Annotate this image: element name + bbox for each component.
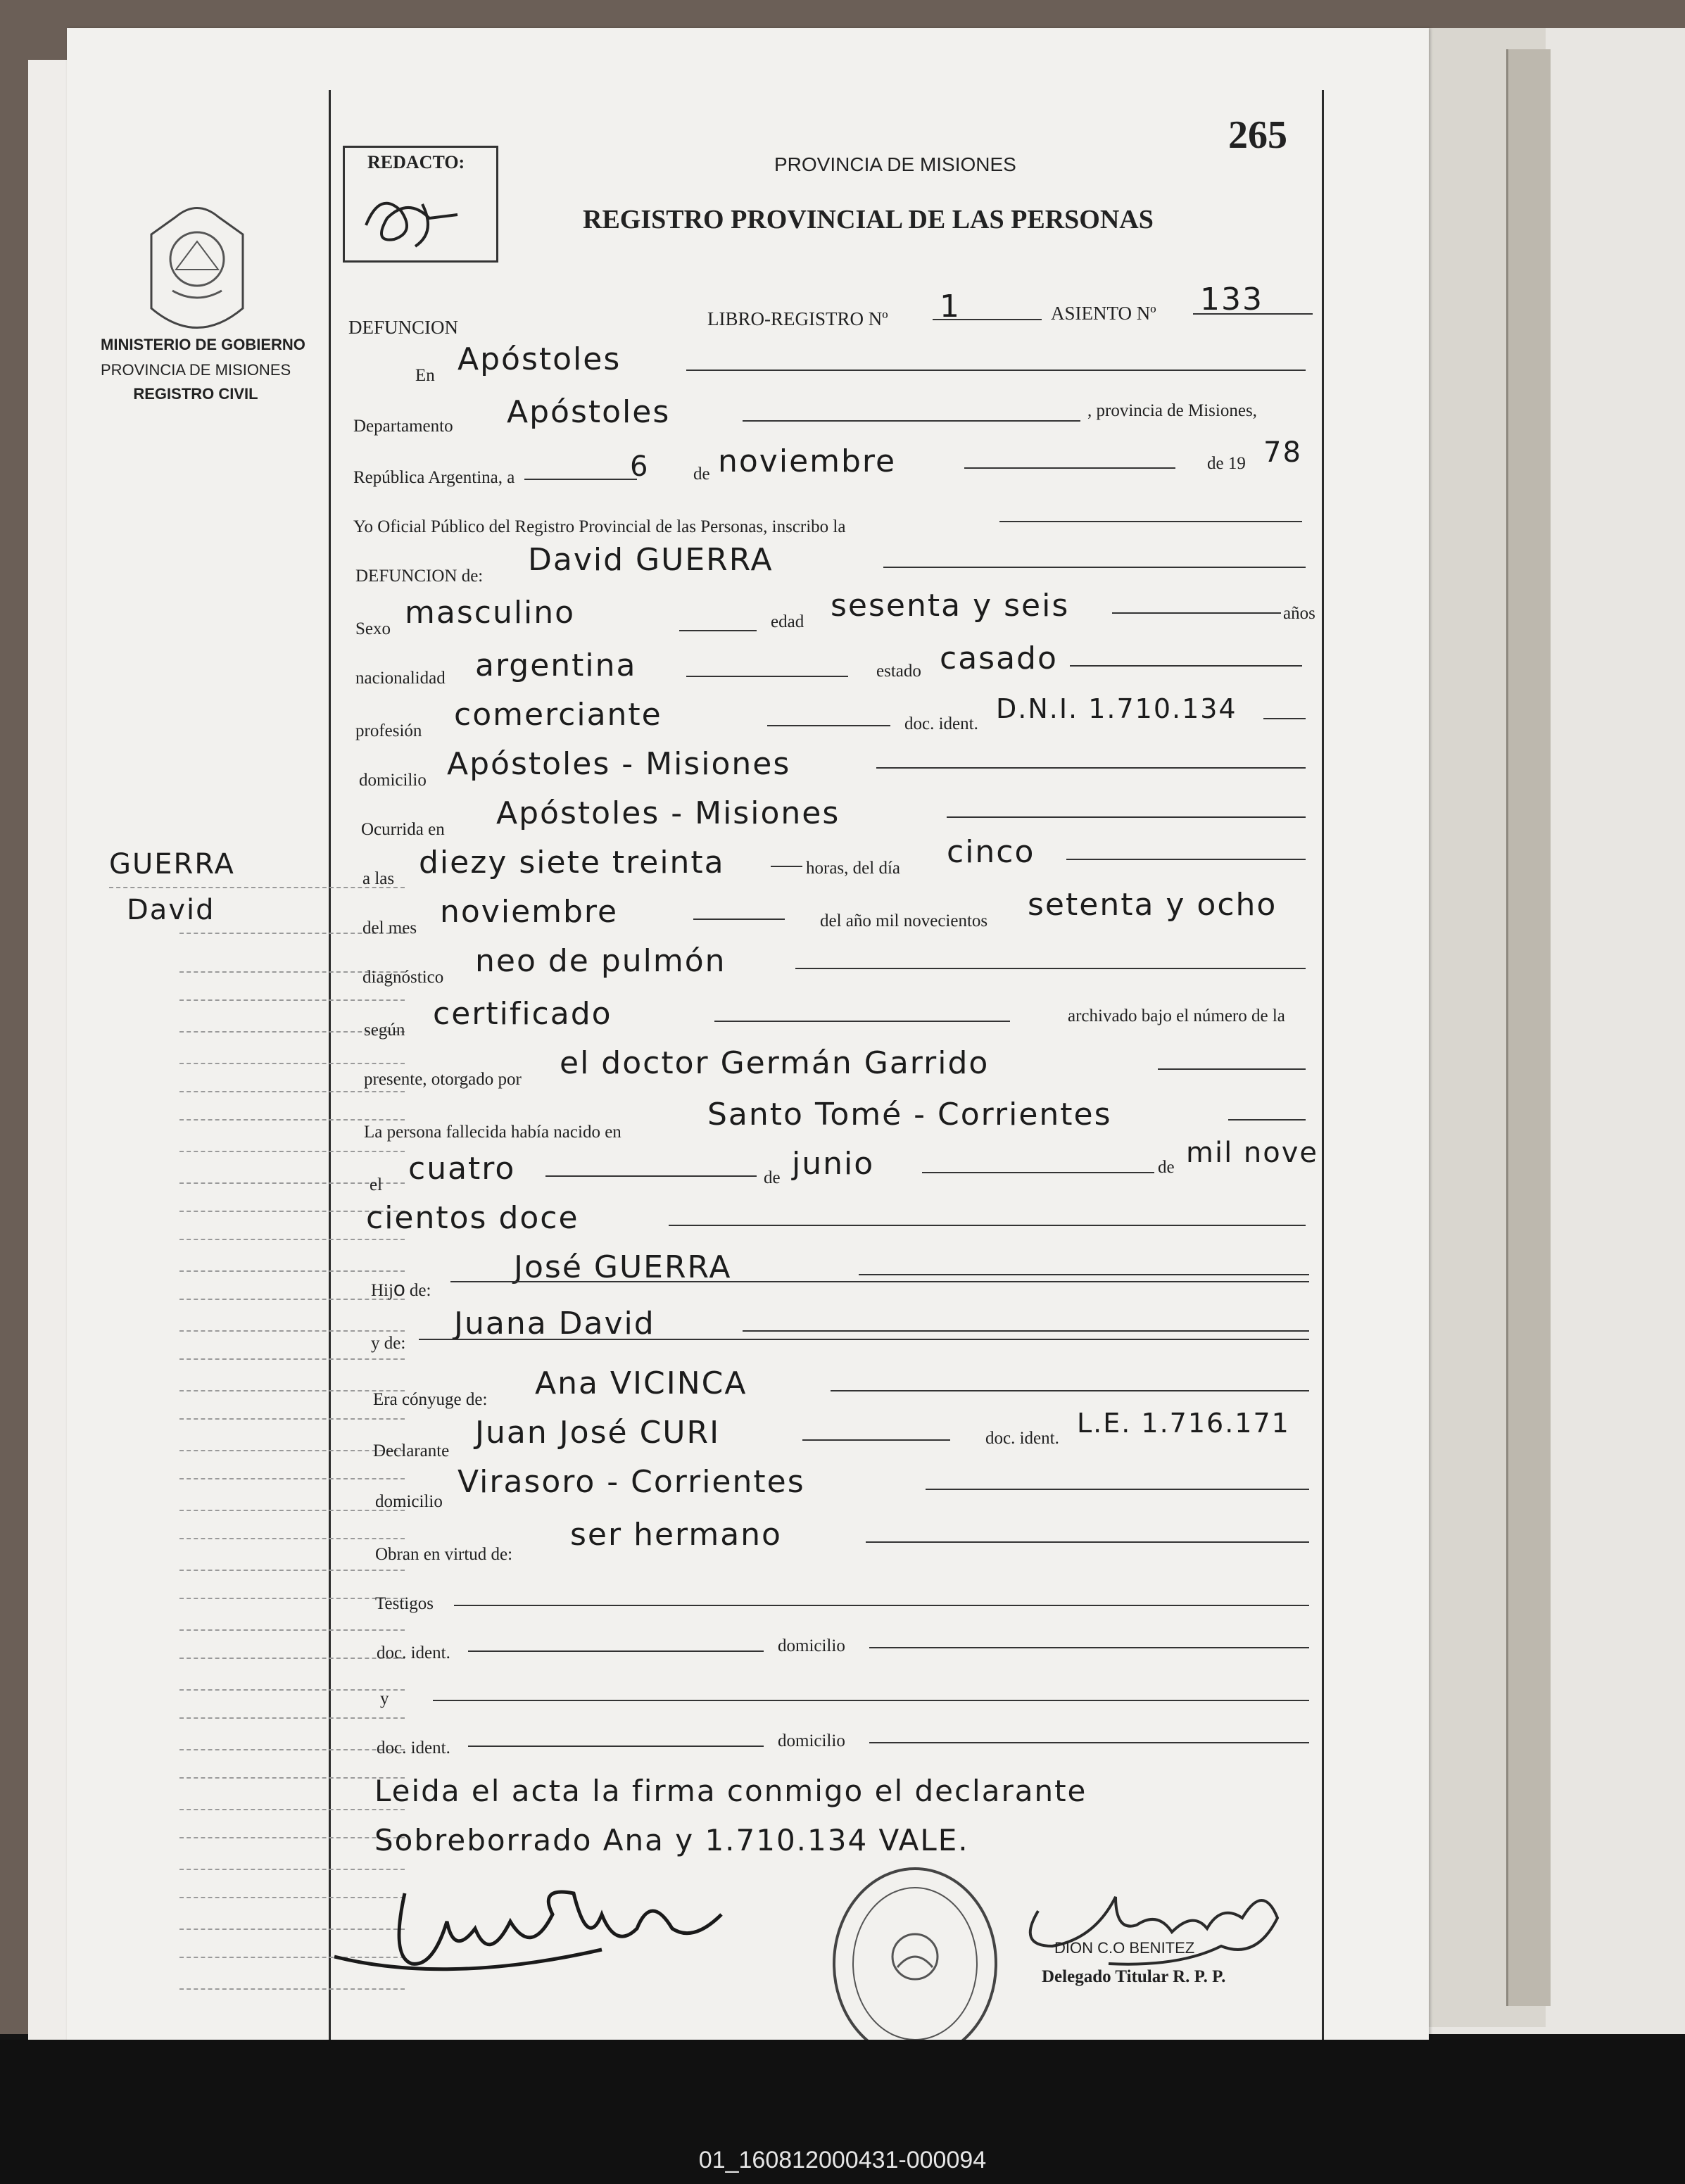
official-name: DION C.O BENITEZ	[1054, 1939, 1195, 1957]
a-las-label: a las	[362, 869, 395, 888]
edad-label: edad	[771, 612, 804, 631]
diagnostico-value: neo de pulmón	[475, 943, 726, 979]
nacionalidad-label: nacionalidad	[355, 669, 446, 688]
horas-dia-label: horas, del día	[806, 859, 900, 878]
hijo-suffix: o	[393, 1277, 405, 1301]
ocurrida-label: Ocurrida en	[361, 820, 445, 839]
redacto-initials	[352, 183, 486, 253]
record-type-label: DEFUNCION	[348, 317, 459, 338]
estado-value: casado	[940, 640, 1058, 676]
asiento-label: ASIENTO Nº	[1051, 303, 1156, 324]
header-registry: REGISTRO PROVINCIAL DE LAS PERSONAS	[583, 205, 1154, 234]
declarante-signature	[306, 1865, 813, 1985]
doc-ident-value: D.N.I. 1.710.134	[996, 693, 1237, 724]
en-value: Apóstoles	[457, 341, 621, 377]
redacto-label: REDACTO:	[367, 152, 465, 172]
defuncion-de-label: DEFUNCION de:	[355, 567, 484, 586]
testigo1-domicilio-label: domicilio	[778, 1636, 845, 1655]
header-province: PROVINCIA DE MISIONES	[774, 153, 1016, 175]
sexo-value: masculino	[405, 595, 576, 631]
departamento-label: Departamento	[353, 417, 453, 436]
date-day: 6	[630, 450, 650, 483]
otorgado-value: el doctor Germán Garrido	[560, 1045, 990, 1081]
hijo-prefix: Hij	[371, 1281, 393, 1300]
ano-texto-value: setenta y ocho	[1028, 887, 1277, 923]
margin-divider	[329, 90, 331, 2054]
registry-stamp	[827, 1862, 1003, 2066]
hijo-de-label: de	[409, 1281, 427, 1300]
declarante-domicilio-label: domicilio	[375, 1492, 443, 1511]
declarante-domicilio-value: Virasoro - Corrientes	[457, 1464, 805, 1500]
domicilio-value: Apóstoles - Misiones	[447, 746, 791, 782]
mes-nacimiento-value: junio	[792, 1146, 875, 1182]
official-signature	[1010, 1869, 1313, 1981]
de-label-3: de	[1158, 1158, 1175, 1177]
libro-value: 1	[940, 289, 961, 324]
nacionalidad-value: argentina	[475, 648, 637, 683]
segun-value: certificado	[433, 996, 612, 1032]
profesion-value: comerciante	[454, 697, 662, 733]
seal-office: REGISTRO CIVIL	[133, 385, 258, 403]
declarante-doc-label: doc. ident.	[985, 1429, 1059, 1448]
departamento-value: Apóstoles	[507, 394, 671, 430]
book-cover-edge	[1506, 49, 1551, 2006]
de-label-2: de	[764, 1168, 781, 1187]
doc-ident-label: doc. ident.	[904, 714, 978, 733]
profesion-label: profesión	[355, 721, 422, 740]
republica-label: República Argentina, a	[353, 468, 515, 487]
conyuge-label: Era cónyuge de:	[373, 1390, 488, 1409]
libro-label: LIBRO-REGISTRO Nº	[707, 308, 888, 329]
mes-texto-value: noviembre	[440, 894, 619, 930]
margin-given-name: David	[127, 894, 215, 926]
closing-note-1: Leida el acta la firma conmigo el declarante	[374, 1774, 1087, 1808]
seal-province: PROVINCIA DE MISIONES	[101, 361, 291, 379]
declarante-doc-value: L.E. 1.716.171	[1077, 1408, 1290, 1439]
declarante-label: Declarante	[373, 1441, 450, 1460]
hijo-label: Hijo de:	[371, 1277, 431, 1301]
margin-surname: GUERRA	[109, 848, 235, 880]
estado-label: estado	[876, 662, 921, 681]
sexo-label: Sexo	[355, 619, 391, 638]
el-label: el	[370, 1175, 383, 1194]
obran-label: Obran en virtud de:	[375, 1545, 513, 1564]
official-title: Delegado Titular R. P. P.	[1042, 1967, 1226, 1986]
testigos-y-label: y	[380, 1689, 389, 1708]
dia-texto-value: cinco	[947, 834, 1035, 870]
nacido-en-label: La persona fallecida había nacido en	[364, 1123, 621, 1142]
anos-label: años	[1283, 604, 1315, 623]
provincia-label: , provincia de Misiones,	[1087, 401, 1257, 420]
deceased-name: David GUERRA	[528, 542, 774, 578]
seal-ministry: MINISTERIO DE GOBIERNO	[101, 336, 305, 353]
right-border	[1322, 90, 1324, 2054]
testigo2-domicilio-label: domicilio	[778, 1731, 845, 1750]
oficial-statement: Yo Oficial Público del Registro Provincial de las Personas, inscribo la	[353, 517, 846, 536]
del-mes-label: del mes	[362, 919, 417, 938]
date-year: 78	[1263, 436, 1302, 469]
en-label: En	[415, 366, 435, 385]
ocurrida-value: Apóstoles - Misiones	[496, 795, 840, 831]
declarante-value: Juan José CURI	[475, 1415, 721, 1451]
y-de-label: y de:	[371, 1334, 406, 1353]
redacto-box	[343, 146, 498, 263]
madre-value: Juana David	[454, 1306, 655, 1342]
padre-value: José GUERRA	[514, 1249, 732, 1285]
ministry-seal	[144, 203, 250, 343]
edad-value: sesenta y seis	[831, 588, 1070, 624]
diagnostico-label: diagnóstico	[362, 968, 444, 987]
domicilio-label: domicilio	[359, 771, 427, 790]
testigos-label: Testigos	[375, 1594, 434, 1613]
ano-nacimiento-value-1: mil nove	[1186, 1137, 1319, 1169]
footer-id: 01_160812000431-000094	[698, 2147, 987, 2173]
segun-label: según	[364, 1021, 405, 1040]
date-de-label-1: de	[693, 465, 710, 484]
testigo1-doc-label: doc. ident.	[377, 1643, 450, 1662]
lugar-nacimiento-value: Santo Tomé - Corrientes	[707, 1097, 1112, 1132]
asiento-value: 133	[1200, 282, 1263, 317]
dia-nacimiento-value: cuatro	[408, 1151, 516, 1187]
ano-nacimiento-value-2: cientos doce	[366, 1200, 579, 1236]
page-number: 265	[1228, 113, 1287, 157]
date-month: noviembre	[718, 443, 897, 479]
obran-value: ser hermano	[570, 1517, 782, 1553]
del-ano-label: del año mil novecientos	[820, 911, 988, 930]
archivado-label: archivado bajo el número de la	[1068, 1006, 1285, 1025]
register-page	[67, 28, 1429, 2055]
date-de19-label: de 19	[1207, 454, 1246, 473]
hora-value: diezy siete treinta	[419, 845, 725, 880]
left-page-edge	[28, 60, 70, 2052]
testigo2-doc-label: doc. ident.	[377, 1738, 450, 1757]
presente-label: presente, otorgado por	[364, 1070, 522, 1089]
closing-note-2: Sobreborrado Ana y 1.710.134 VALE.	[374, 1823, 969, 1857]
conyuge-value: Ana VICINCA	[535, 1365, 747, 1401]
